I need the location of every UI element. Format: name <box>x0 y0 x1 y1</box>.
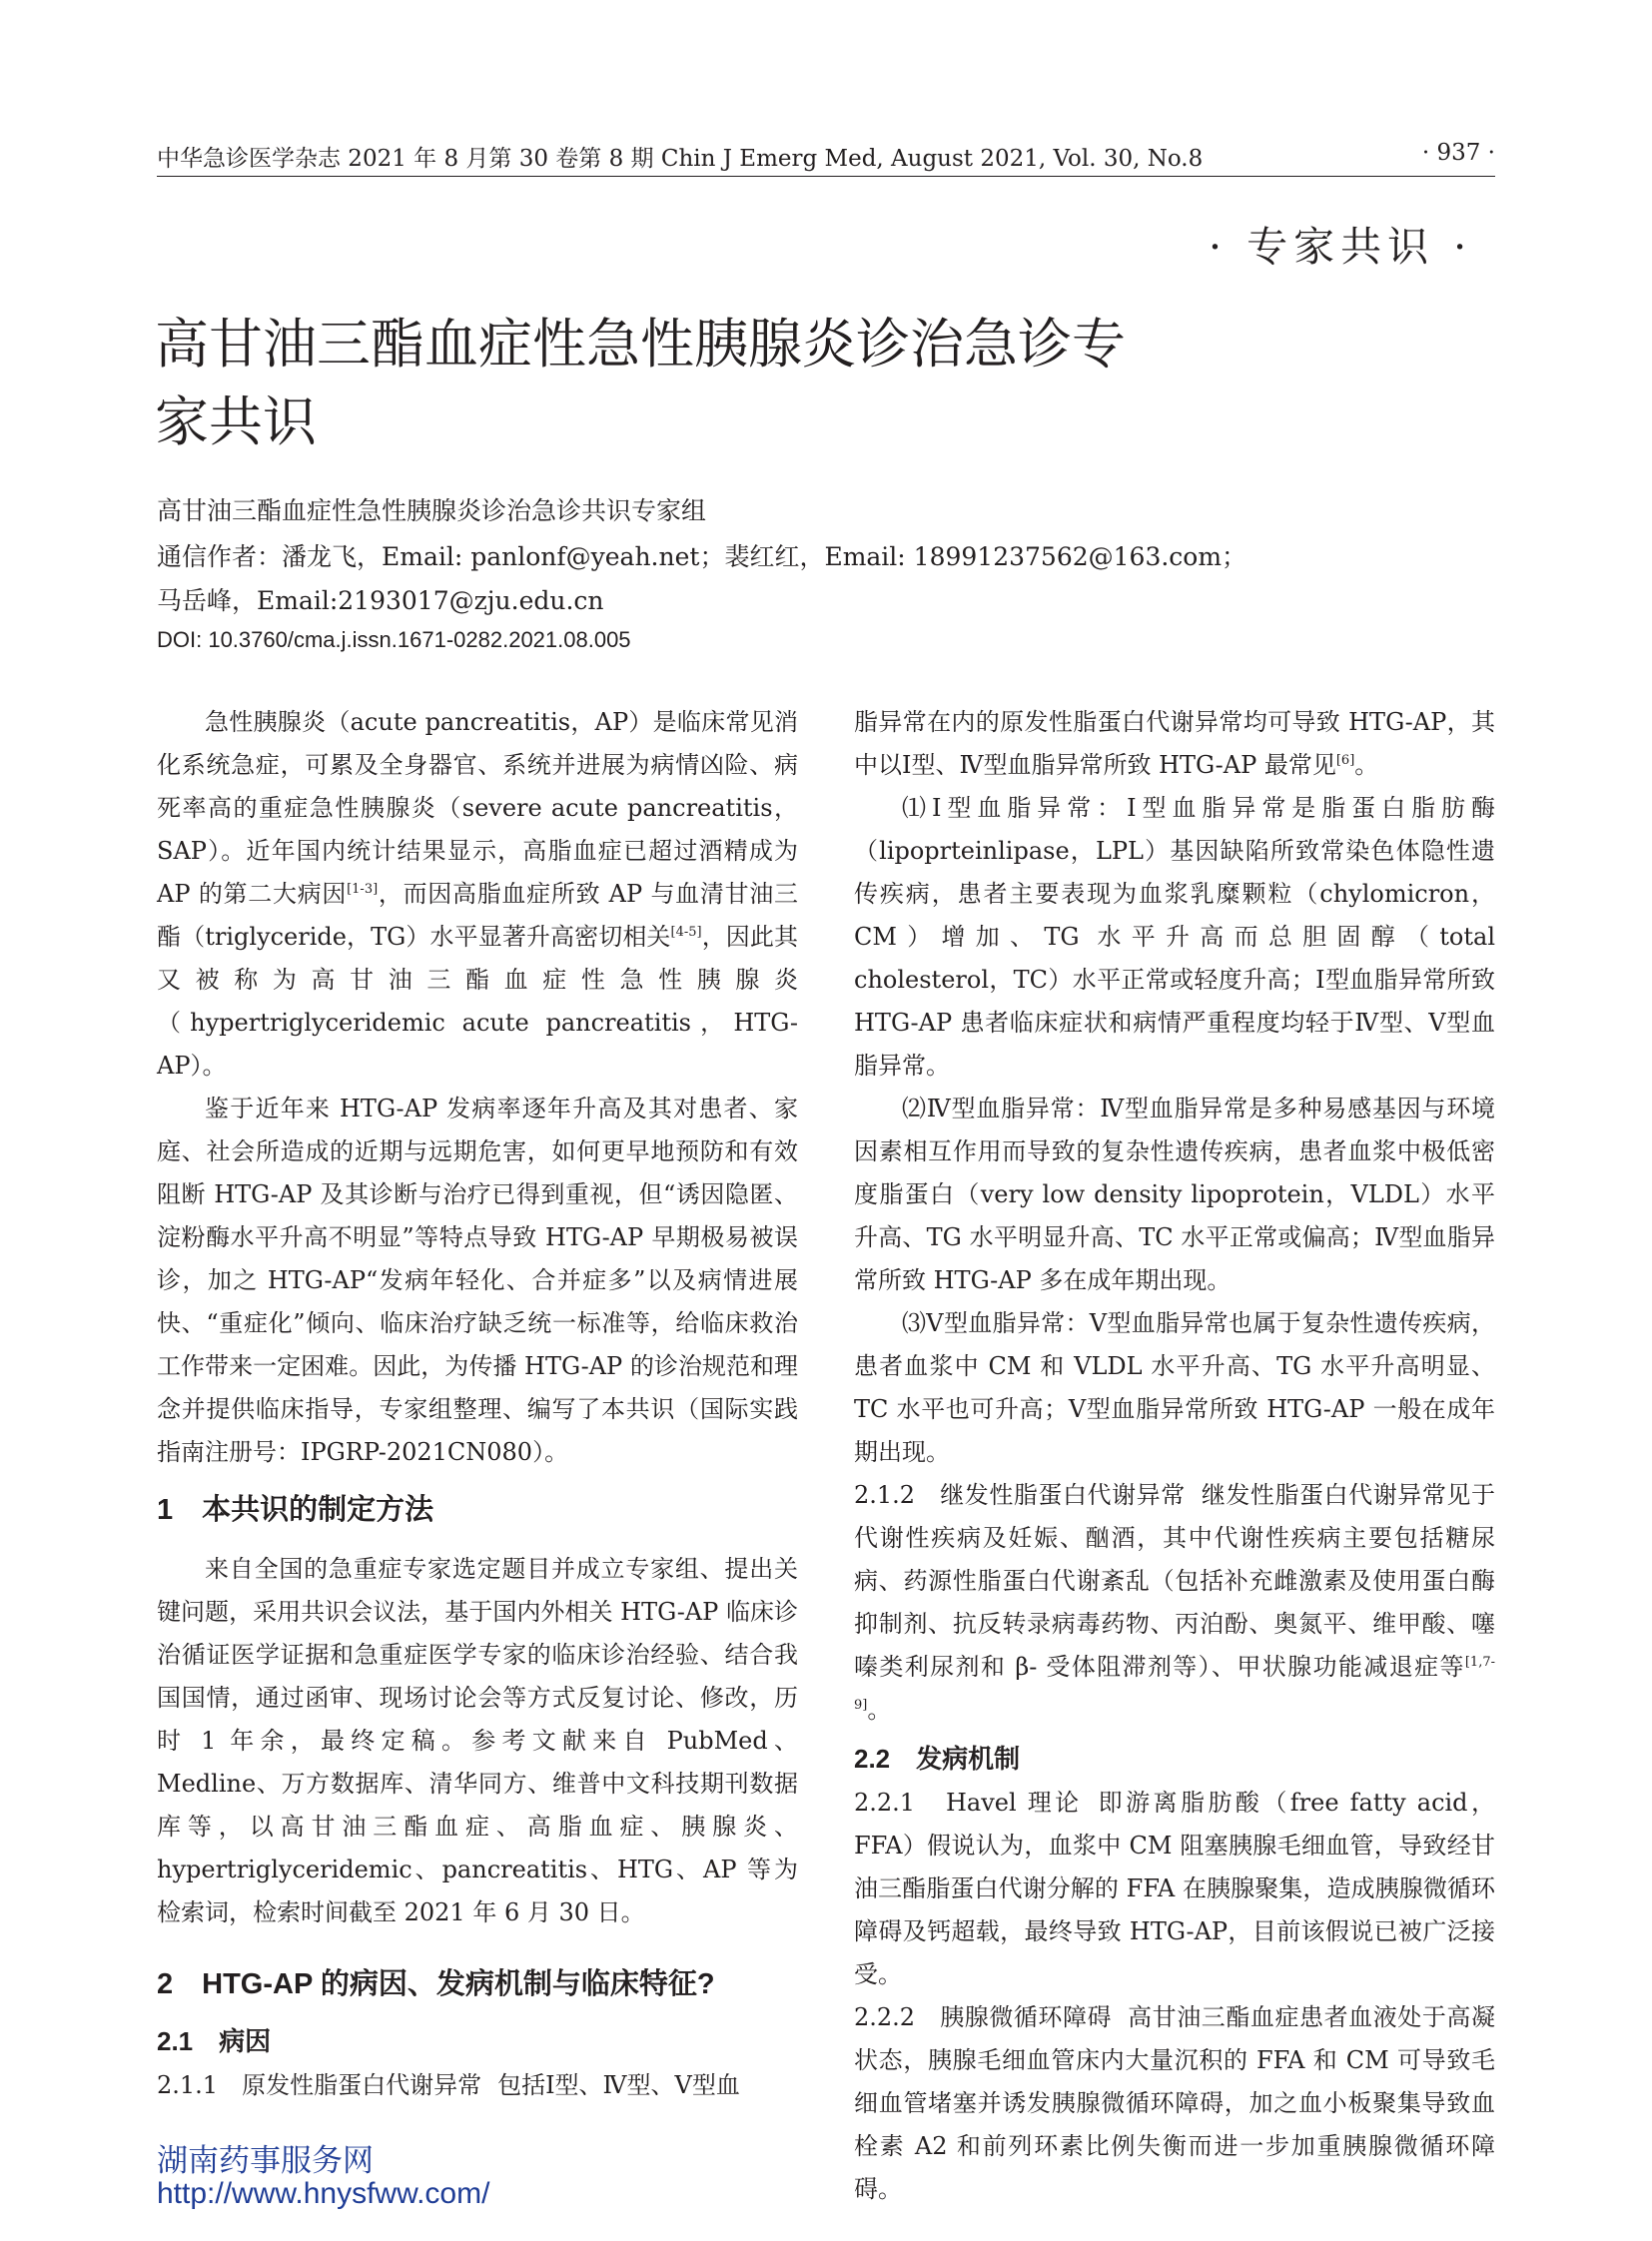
paragraph: 2.1.1 原发性脂蛋白代谢异常 包括Ⅰ型、Ⅳ型、Ⅴ型血 <box>157 2071 740 2099</box>
citation: [1-3] <box>347 882 379 897</box>
citation: [4-5] <box>670 925 702 940</box>
subsection-heading: 2.2 发病机制 <box>854 1744 1021 1774</box>
paragraph: 急性胰腺炎（acute pancreatitis，AP）是临床常见消化系统急症，可累及全身器官、系统并进展为病情凶险、病死率高的重症急性胰腺炎（severe acute pancreatitis，SAP）。近年国内统计结果显示，高脂血症已超过酒精成为 AP 的第二大病因[1-3]，而因高脂血症所致 AP 与血清甘油三酯（triglyceride，TG）水平显著升高密切相关[4-5]，因此其又被称为高甘油三酯血症性急性胰腺炎（hypertriglyceridemic acute pancreatitis，HTG-AP）。 <box>157 708 799 1080</box>
title-line-1: 高甘油三酯血症性急性胰腺炎诊治急诊专 <box>155 313 1126 375</box>
subsection-heading: 2.1 病因 <box>157 2026 272 2056</box>
correspondence-line-2: 马岳峰，Email:2193017@zju.edu.cn <box>157 586 604 615</box>
paragraph: 2.1.2 继发性脂蛋白代谢异常 继发性脂蛋白代谢异常见于代谢性疾病及妊娠、酗酒，其中代谢性疾病主要包括糖尿病、药源性脂蛋白代谢紊乱（包括补充雌激素及使用蛋白酶抑制剂、抗反转录病毒药物、丙泊酚、奥氮平、维甲酸、噻嗪类利尿剂和 β- 受体阻滞剂等）、甲状腺功能减退症等[1,7-9]。 <box>854 1481 1495 1724</box>
paragraph: 脂异常在内的原发性脂蛋白代谢异常均可导致 HTG-AP，其中以Ⅰ型、Ⅳ型血脂异常所致 HTG-AP 最常见[6]。 <box>854 708 1495 779</box>
watermark-url[interactable]: http://www.hnysfww.com/ <box>157 2177 490 2210</box>
page-number: · 937 · <box>1421 140 1495 166</box>
doi: DOI: 10.3760/cma.j.issn.1671-0282.2021.08.005 <box>157 627 631 652</box>
paragraph: 2.2.2 胰腺微循环障碍 高甘油三酯血症患者血液处于高凝状态，胰腺毛细血管床内大量沉积的 FFA 和 CM 可导致毛细血管堵塞并诱发胰腺微循环障碍，加之血小板聚集导致血栓素 A2 和前列环素比例失衡而进一步加重胰腺微循环障碍。 <box>854 2003 1495 2203</box>
author-group: 高甘油三酯血症性急性胰腺炎诊治急诊共识专家组 <box>157 496 707 525</box>
paragraph: 来自全国的急重症专家选定题目并成立专家组、提出关键问题，采用共识会议法，基于国内外相关 HTG-AP 临床诊治循证医学证据和急重症医学专家的临床诊治经验、结合我国国情，通过函审、现场讨论会等方式反复讨论、修改，历时 1 年余，最终定稿。参考文献来自 PubMed、Medline、万方数据库、清华同方、维普中文科技期刊数据库等，以高甘油三酯血症、高脂血症、胰腺炎、hypertriglyceridemic、pancreatitis、HTG、AP 等为检索词，检索时间截至 2021 年 6 月 30 日。 <box>157 1555 798 1926</box>
correspondence-line-1: 通信作者：潘龙飞，Email: panlonf@yeah.net；裴红红，Email: 18991237562@163.com； <box>157 542 1247 571</box>
title-line-2: 家共识 <box>155 390 317 453</box>
journal-header: 中华急诊医学杂志 2021 年 8 月第 30 卷第 8 期 Chin J Emerg Med, August 2021, Vol. 30, No.8 <box>157 146 1204 172</box>
paragraph: ⑴Ⅰ型血脂异常：Ⅰ型血脂异常是脂蛋白脂肪酶（lipoprteinlipase，LPL）基因缺陷所致常染色体隐性遗传疾病，患者主要表现为血浆乳糜颗粒（chylomicron，CM）增加、TG 水平升高而总胆固醇（total cholesterol，TC）水平正常或轻度升高；Ⅰ型血脂异常所致 HTG-AP 患者临床症状和病情严重程度均轻于Ⅳ型、Ⅴ型血脂异常。 <box>854 794 1495 1080</box>
subsubsection-label: 2.1.2 继发性脂蛋白代谢异常 <box>854 1481 1186 1509</box>
citation: [1,7-9] <box>854 1655 1495 1713</box>
citation: [6] <box>1335 753 1355 768</box>
watermark-name: 湖南药事服务网 <box>157 2143 374 2178</box>
section-heading: 1 本共识的制定方法 <box>157 1494 434 1526</box>
paragraph: 鉴于近年来 HTG-AP 发病率逐年升高及其对患者、家庭、社会所造成的近期与远期危害，如何更早地预防和有效阻断 HTG-AP 及其诊断与治疗已得到重视，但“诱因隐匿、淀粉酶水平升高不明显”等特点导致 HTG-AP 早期极易被误诊，加之 HTG-AP“发病年轻化、合并症多”以及病情进展快、“重症化”倾向、临床治疗缺乏统一标准等，给临床救治工作带来一定困难。因此，为传播 HTG-AP 的诊治规范和理念并提供临床指导，专家组整理、编写了本共识（国际实践指南注册号：IPGRP-2021CN080）。 <box>157 1095 798 1466</box>
paragraph: ⑶Ⅴ型血脂异常：Ⅴ型血脂异常也属于复杂性遗传疾病，患者血浆中 CM 和 VLDL 水平升高、TG 水平升高明显、TC 水平也可升高；Ⅴ型血脂异常所致 HTG-AP 一般在成年期出现。 <box>854 1309 1495 1466</box>
section-heading: 2 HTG-AP 的病因、发病机制与临床特征? <box>157 1968 715 2000</box>
section-badge: · 专家共识 · <box>1209 223 1473 271</box>
article-title <box>155 306 1253 461</box>
subsubsection-label: 2.2.1 Havel 理论 <box>854 1789 1083 1817</box>
right-column <box>854 701 1495 2211</box>
paragraph: ⑵Ⅳ型血脂异常：Ⅳ型血脂异常是多种易感基因与环境因素相互作用而导致的复杂性遗传疾病，患者血浆中极低密度脂蛋白（very low density lipoprotein，VLDL）水平升高、TG 水平明显升高、TC 水平正常或偏高；Ⅳ型血脂异常所致 HTG-AP 多在成年期出现。 <box>854 1095 1495 1294</box>
header-rule <box>157 176 1495 177</box>
left-column <box>157 701 798 2107</box>
subsubsection-label: 2.2.2 胰腺微循环障碍 <box>854 2003 1113 2031</box>
subsubsection-label: 2.1.1 原发性脂蛋白代谢异常 <box>157 2071 482 2099</box>
paragraph: 2.2.1 Havel 理论 即游离脂肪酸（free fatty acid，FFA）假说认为，血浆中 CM 阻塞胰腺毛细血管，导致经甘油三酯脂蛋白代谢分解的 FFA 在胰腺聚集，造成胰腺微循环障碍及钙超载，最终导致 HTG-AP，目前该假说已被广泛接受。 <box>854 1789 1495 1988</box>
